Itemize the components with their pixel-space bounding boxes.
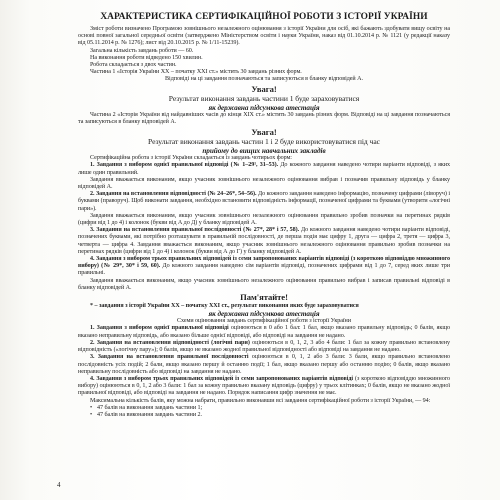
- score-item-part2: • 47 балів на виконання завдань частини 2.: [90, 412, 450, 419]
- time-limit: На виконання роботи відведено 150 хвилин.: [90, 54, 203, 61]
- document-title: ХАРАКТЕРИСТИКА СЕРТИФІКАЦІЙНОЇ РОБОТИ З ІСТОРІЇ УКРАЇНИ: [100, 12, 428, 22]
- form4-note: Завдання вважається виконаним, якщо учасник зовнішнього незалежного оцінювання правильно вибрав і записав правильні відповіді в бланку відповідей А.: [78, 277, 450, 291]
- total-tasks: Загальна кількість завдань роботи — 60.: [90, 47, 194, 54]
- form4-block: [78, 256, 450, 278]
- attention-heading-2: Увага!: [251, 126, 277, 137]
- scheme1-block: [78, 325, 450, 339]
- scheme-caption: Схеми оцінювання завдань сертифікаційної роботи з історії України: [177, 318, 351, 325]
- form4-title: 4. Завдання з вибором трьох правильних відповідей із семи запропонованих варіантів відповіді (з короткою відповіддю множинного вибору) (№ 29*, 30* і 59, 60).: [78, 256, 450, 270]
- form2-note: Завдання вважається виконаним, якщо учасник зовнішнього незалежного оцінювання правильно зробив позначки на перетинах рядків (цифри від 1 до 4) і колонок (букви від А до Д) у бланку відповідей А.: [78, 212, 450, 227]
- page-number: 4: [57, 481, 61, 489]
- form1-title: 1. Завдання з вибором однієї правильної відповіді (№ 1–29¹, 31–53).: [90, 162, 279, 169]
- scheme3-text: оцінюються в 0, 1, 2 або 3 бали: 3 бали, якщо правильно встановлено послідовність усіх подій; 2 бали, якщо вказано першу й останню події; 1 бал, якщо вказано першу або останню подію; 0 балів, якщо вказано неправильну послідовність або відповіді на завдання не надано.: [78, 354, 450, 375]
- scheme1-text: оцінюються в 0 або 1 бал: 1 бал, якщо вказано правильну відповідь; 0 балів, якщо вказано неправильну відповідь, або вказано більше однієї відповіді, або відповіді на завдання не надано.: [78, 325, 450, 339]
- scheme4-text: (з короткою відповіддю множинного вибору) оцінюються в 0, 1, 2 або 3 бали: 1 бал за кожну правильно вказану відповідь (цифру) у трьох клітинках; 0 балів, якщо не вказано жодної правильної відповіді, або відповіді на завдання не надано. Порядок написання цифр значення не має.: [78, 375, 450, 397]
- part1-answers: Відповіді на ці завдання позначаються та записуються в бланку відповідей А.: [165, 76, 363, 83]
- form1-block: [78, 162, 450, 176]
- form4-text: До кожного завдання наведено сім варіантів відповіді, позначених цифрами від 1 до 7, серед яких лише три правильні.: [78, 263, 450, 277]
- form2-text: До кожного завдання наведено інформацію, позначену цифрами (ліворуч) і буквами (праворуч). Щоб виконати завдання, необхідно встановити відповідність інформації, позначеної цифрами та буквами (утворити «логічні пари»).: [78, 191, 451, 212]
- document-content: [78, 12, 450, 419]
- scheme2-block: [78, 340, 450, 354]
- part2-description: Частина 2 «Історія України від найдавніших часів до кінця XIX ст.» містить 30 завдань різних форм. Відповіді на ці завдання позначаються та записуються в бланку відповідей А.: [78, 112, 450, 126]
- scheme4-title: 4. Завдання з вибором трьох правильних відповідей із семи запропонованих варіантів відповіді: [90, 375, 354, 382]
- scheme3-title: 3. Завдання на встановлення правильної послідовності: [90, 354, 249, 361]
- scheme3-block: [78, 354, 450, 376]
- scheme1-title: 1. Завдання з вибором однієї правильної відповіді: [90, 325, 229, 332]
- result-part1-sub: як державна підсумкова атестація: [208, 103, 320, 112]
- footnote-line: * – завдання з історії України XX – початку XXI ст., результат виконання яких буде зараховуватися: [90, 302, 359, 309]
- part1-description: Частина 1 «Історія України XX – початку XXI ст.» містить 30 завдань різних форм.: [90, 69, 302, 76]
- remember-heading: Пам'ятайте!: [240, 292, 288, 303]
- scheme2-title: 2. Завдання на встановлення відповідності (логічні пари): [90, 339, 250, 346]
- result-part2-sub: прийому до вищих навчальних закладів: [202, 146, 326, 155]
- form3-text: До кожного завдання наведено чотири варіанти відповіді, позначених буквами, які потрібно розташувати в правильній послідовності, де перша подія має цифру 1, друга — цифра 2, третя — цифра 3, четверта — цифра 4. Завдання вважається виконаним, якщо учасник зовнішнього незалежного оцінювання правильно зробив позначки на перетинах рядків (цифри від 1 до 4) і колонок (букви від А до Г) у бланку відповідей А.: [78, 227, 450, 255]
- attention-heading-1: Увага!: [251, 83, 277, 94]
- result-part1: Результат виконання завдань частини 1 буде зараховуватися: [168, 94, 360, 104]
- form3-block: [78, 227, 450, 256]
- scheme4-block: [78, 376, 450, 398]
- form1-note: Завдання вважається виконаним, якщо учасник зовнішнього незалежного оцінювання вибрав і позначив правильну відповідь у бланку відповідей А.: [78, 176, 450, 191]
- intro-paragraph: Зміст роботи визначено Програмою зовнішнього незалежного оцінювання з історії України для осіб, які бажають здобувати вищу освіту на основі повної загальної середньої освіти (затверджено Міністерством освіти і науки України, наказ від 01.10.2014 р. № 1121 (у редакції наказу від 05.11.2014 р. № 1276); лист від 20.10.2015 р. № 1/11-15239).: [78, 26, 450, 47]
- max-score: Максимальна кількість балів, яку можна набрати, правильно виконавши всі завдання сертифікаційної роботи з історії України, — 94:: [90, 397, 431, 404]
- scheme2-text: оцінюються в 0, 1, 2, 3 або 4 бали: 1 бал за кожну правильно встановлену відповідність («логічну пару»); 0 балів, якщо не вказано жодної правильної відповідності або відповіді на завдання не надано.: [78, 339, 450, 354]
- score-list: [78, 405, 450, 419]
- score-item-part1: • 47 балів на виконання завдань частини 1;: [90, 405, 450, 412]
- footnote-sub: як державна підсумкова атестація: [208, 309, 320, 318]
- form2-block: [78, 191, 450, 213]
- form2-title: 2. Завдання на встановлення відповідності (№ 24–26*, 54–56).: [90, 191, 257, 198]
- parts-count: Робота складається з двох частин.: [90, 62, 177, 69]
- result-part2: Результат виконання завдань частин 1 і 2 буде використовуватися під час: [148, 137, 380, 147]
- form3-title: 3. Завдання на встановлення правильної послідовності (№ 27*, 28* і 57, 58).: [90, 227, 300, 234]
- composition-text: Сертифікаційна робота з історії України складається із завдань чотирьох форм:: [90, 155, 292, 162]
- form1-text: До кожного завдання наведено чотири варіанти відповіді, з яких лише один правильний.: [78, 162, 450, 176]
